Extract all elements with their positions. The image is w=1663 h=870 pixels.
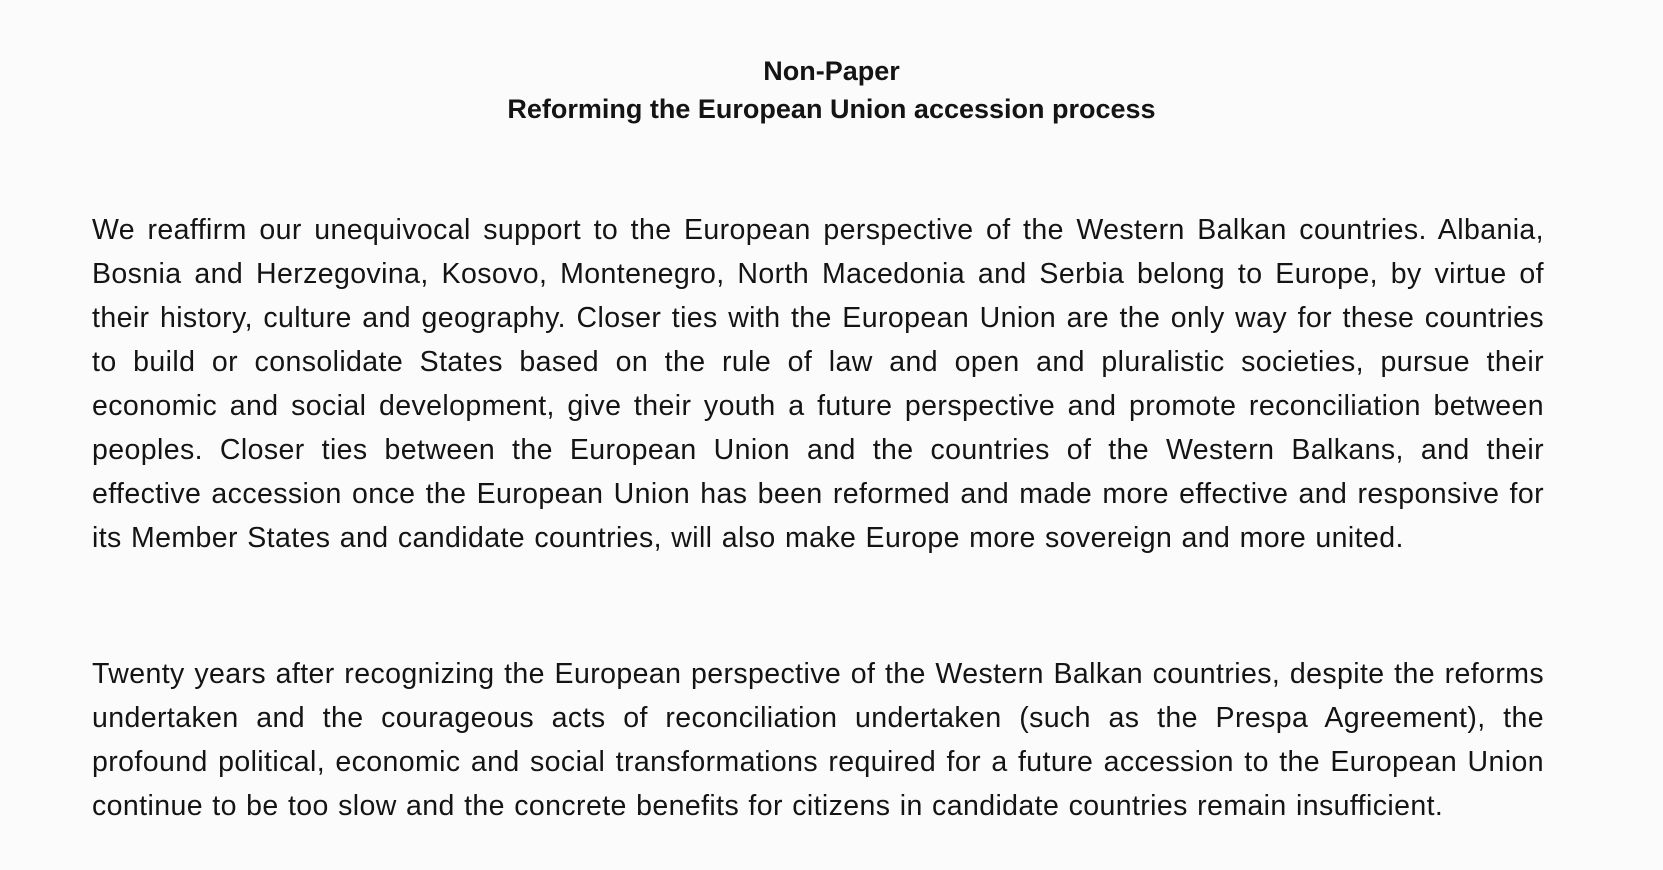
paragraph-2: Twenty years after recognizing the European perspective of the Western Balkan countries, despite the reforms undertaken and the courageous acts of reconciliation undertaken (such as the Prespa Agreement), the profound political, economic and social transformations required for a future accession to the European Union continue to be too slow and the concrete benefits for citizens in candidate countries remain insufficient. xyxy=(92,658,1544,822)
document-label: Non-Paper xyxy=(763,56,900,86)
document-header xyxy=(0,52,1663,128)
paragraph-1: We reaffirm our unequivocal support to the European perspective of the Western Balkan countries. Albania, Bosnia and Herzegovina, Kosovo, Montenegro, North Macedonia and Serbia belong to Europe, by virtue of their history, culture and geography. Closer ties with the European Union are the only way for these countries to build or consolidate States based on the rule of law and open and pluralistic societies, pursue their economic and social development, give their youth a future perspective and promote reconciliation between peoples. Closer ties between the European Union and the countries of the Western Balkans, and their effective accession once the European Union has been reformed and made more effective and responsive for its Member States and candidate countries, will also make Europe more sovereign and more united. xyxy=(92,214,1544,554)
document-title: Reforming the European Union accession process xyxy=(507,94,1156,124)
